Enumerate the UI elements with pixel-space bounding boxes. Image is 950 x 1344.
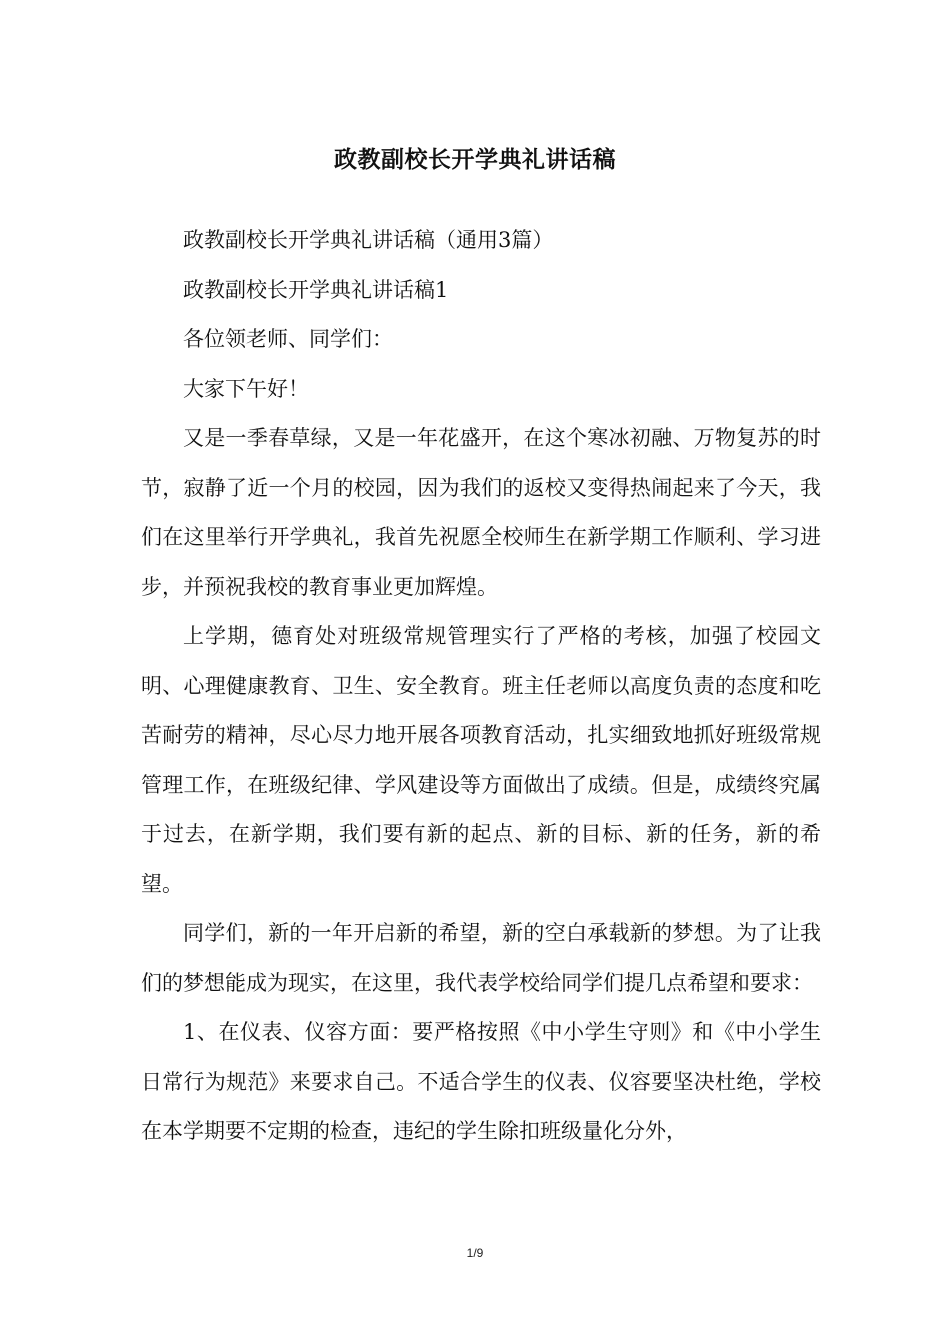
- paragraph-body: 上学期，德育处对班级常规管理实行了严格的考核，加强了校园文明、心理健康教育、卫生、安全教育。班主任老师以高度负责的态度和吃苦耐劳的精神，尽心尽力地开展各项教育活动，扎实细致地抓好班级常规管理工作，在班级纪律、学风建设等方面做出了成绩。但是，成绩终究属于过去，在新学期，我们要有新的起点、新的目标、新的任务，新的希望。: [141, 624, 821, 896]
- paragraph-subtitle: 政教副校长开学典礼讲话稿（通用3篇）: [183, 228, 554, 252]
- paragraph-body: 又是一季春草绿，又是一年花盛开，在这个寒冰初融、万物复苏的时节，寂静了近一个月的校园，因为我们的返校又变得热闹起来了今天，我们在这里举行开学典礼，我首先祝愿全校师生在新学期工作顺利、学习进步，并预祝我校的教育事业更加辉煌。: [141, 426, 821, 599]
- paragraph-body: 1、在仪表、仪容方面：要严格按照《中小学生守则》和《中小学生日常行为规范》来要求自己。不适合学生的仪表、仪容要坚决杜绝，学校在本学期要不定期的检查，违纪的学生除扣班级量化分外，: [141, 1020, 821, 1143]
- document-title: 政教副校长开学典礼讲话稿: [334, 147, 616, 173]
- document-body: [141, 216, 821, 1157]
- paragraph-section-heading: 政教副校长开学典礼讲话稿1: [183, 277, 449, 302]
- paragraph-greeting: 大家下午好！: [183, 376, 309, 401]
- page-number: 1/9: [466, 1246, 484, 1260]
- paragraph-body: 同学们，新的一年开启新的希望，新的空白承载新的梦想。为了让我们的梦想能成为现实，在这里，我代表学校给同学们提几点希望和要求：: [141, 921, 821, 995]
- paragraph-salutation: 各位领老师、同学们：: [183, 327, 393, 351]
